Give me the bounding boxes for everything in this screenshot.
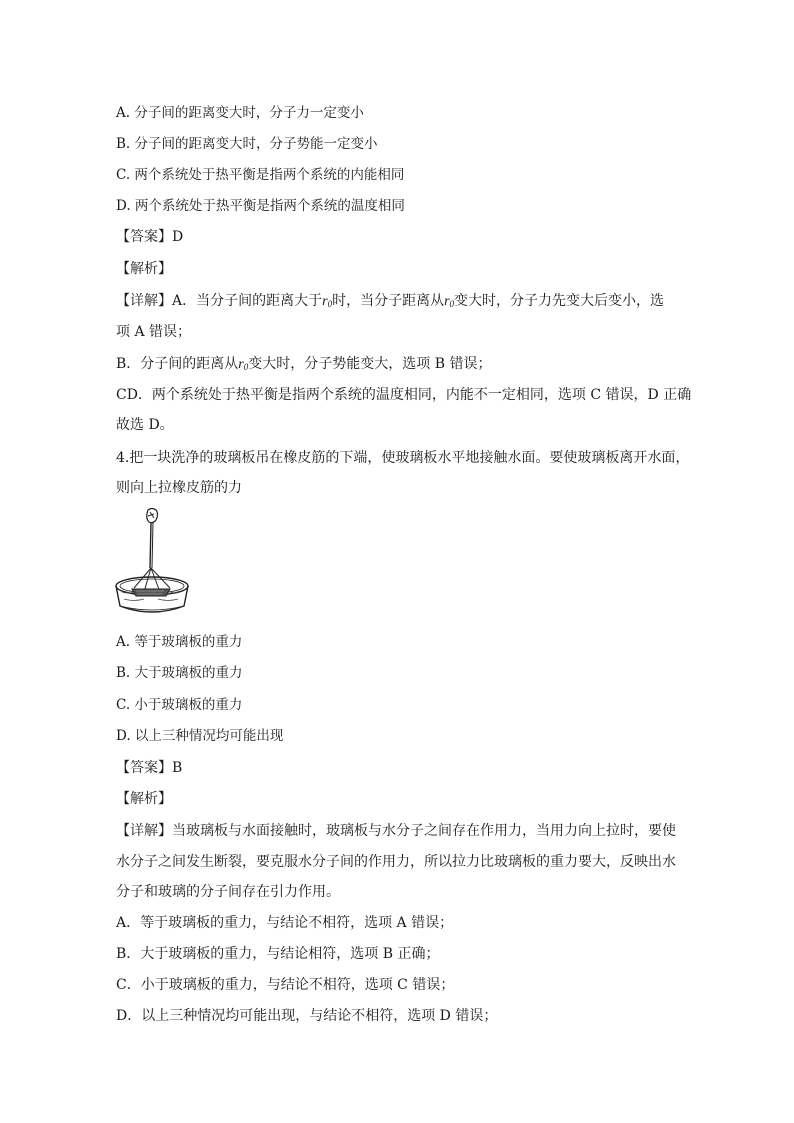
q3-detail-b bbox=[116, 354, 491, 377]
detail-text: 时，当分子距离从 bbox=[332, 293, 445, 309]
q3-conclusion: 故选 D。 bbox=[116, 417, 174, 433]
answer-label: 【答案】 bbox=[116, 229, 172, 245]
q3-option-b: B. 分子间的距离变大时，分子势能一定变小 bbox=[116, 136, 378, 152]
r0-symbol bbox=[444, 294, 454, 309]
q4-detail-line2: 水分子之间发生断裂，要克服水分子间的作用力，所以拉力比玻璃板的重力要大，反映出水 bbox=[116, 854, 676, 870]
q4-eval-c: C．小于玻璃板的重力，与结论不相符，选项 C 错误； bbox=[116, 977, 455, 993]
q4-answer bbox=[116, 758, 182, 778]
q3-option-d: D. 两个系统处于热平衡是指两个系统的温度相同 bbox=[116, 198, 405, 214]
r-subscript: 0 bbox=[243, 362, 249, 372]
q3-detail-cd: CD．两个系统处于热平衡是指两个系统的温度相同，内能不一定相同，选项 C 错误，D 正确 bbox=[116, 387, 692, 403]
glass-plate-figure bbox=[112, 506, 192, 618]
q4-option-d: D. 以上三种情况均可能出现 bbox=[116, 728, 284, 744]
q4-eval-a: A．等于玻璃板的重力，与结论不相符，选项 A 错误； bbox=[116, 915, 454, 931]
q3-detail-a-line2: 项 A 错误； bbox=[116, 324, 192, 340]
q3-analysis-label: 【解析】 bbox=[116, 261, 172, 277]
r-symbol: r bbox=[322, 294, 328, 309]
q4-option-b: B. 大于玻璃板的重力 bbox=[116, 665, 243, 681]
r-subscript: 0 bbox=[327, 299, 333, 309]
q4-stem-line2: 则向上拉橡皮筋的力 bbox=[116, 480, 242, 496]
r-symbol: r bbox=[238, 357, 244, 372]
glass-plate-illustration bbox=[112, 506, 192, 618]
q4-detail-line3: 分子和玻璃的分子间存在引力作用。 bbox=[116, 884, 340, 900]
answer-label: 【答案】 bbox=[116, 760, 172, 776]
q3-option-c: C. 两个系统处于热平衡是指两个系统的内能相同 bbox=[116, 167, 405, 183]
answer-value: D bbox=[172, 229, 184, 245]
detail-text: A．当分子间的距离大于 bbox=[172, 293, 323, 309]
q3-detail-a bbox=[116, 291, 664, 314]
q4-option-c: C. 小于玻璃板的重力 bbox=[116, 697, 243, 713]
detail-label: 【详解】 bbox=[116, 293, 172, 309]
q4-detail-line1 bbox=[116, 821, 676, 841]
q4-analysis-label: 【解析】 bbox=[116, 791, 172, 807]
q3-option-a: A. 分子间的距离变大时，分子力一定变小 bbox=[116, 105, 364, 121]
detail-label: 【详解】 bbox=[116, 823, 172, 839]
r-symbol: r bbox=[444, 294, 450, 309]
r-subscript: 0 bbox=[449, 299, 455, 309]
detail-text: 变大时，分子力先变大后变小，选 bbox=[454, 293, 665, 309]
q3-answer bbox=[116, 227, 183, 247]
detail-text: 当玻璃板与水面接触时，玻璃板与水分子之间存在作用力，当用力向上拉时，要使 bbox=[172, 823, 676, 839]
detail-text: 变大时，分子势能变大，选项 B 错误； bbox=[248, 356, 492, 372]
q4-stem-line1: 4.把一块洗净的玻璃板吊在橡皮筋的下端，使玻璃板水平地接触水面。要使玻璃板离开水面， bbox=[116, 450, 690, 466]
q4-eval-b: B．大于玻璃板的重力，与结论相符，选项 B 正确； bbox=[116, 946, 440, 962]
answer-value: B bbox=[172, 760, 183, 776]
r0-symbol bbox=[238, 357, 248, 372]
q4-eval-d: D．以上三种情况均可能出现，与结论不相符，选项 D 错误； bbox=[116, 1008, 498, 1024]
q4-option-a: A. 等于玻璃板的重力 bbox=[116, 634, 243, 650]
r0-symbol bbox=[322, 294, 332, 309]
detail-text: B．分子间的距离从 bbox=[116, 356, 239, 372]
